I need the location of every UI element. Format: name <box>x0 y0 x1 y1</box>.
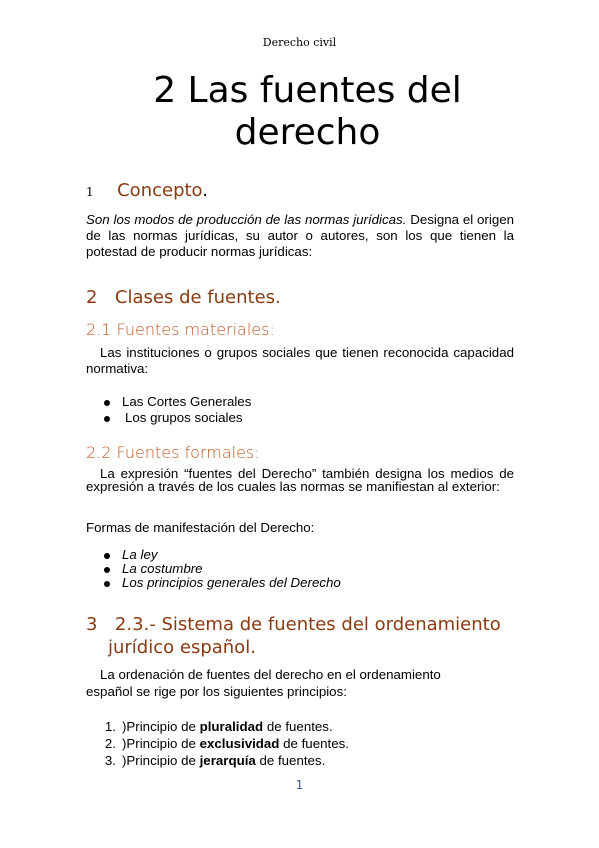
section-heading-concepto <box>86 180 208 201</box>
bullet-icon <box>104 581 110 587</box>
concepto-text: Designa el origen de las normas jurídicas, su autor o autores, son los que tienen la potestad de producir normas jurídicas: <box>86 212 514 259</box>
section-title: Concepto <box>117 180 203 201</box>
section-title-dot: . <box>275 287 281 308</box>
list-item: 2. )Principio de exclusividad de fuentes. <box>104 736 349 751</box>
section-number: 1 <box>86 185 94 199</box>
section-title: Clases de fuentes <box>114 287 276 308</box>
section-title: 2.3.- Sistema de fuentes del ordenamiento <box>114 614 501 635</box>
page-number: 1 <box>295 778 304 792</box>
running-header: Derecho civil <box>262 36 337 49</box>
bullet-icon <box>104 416 110 422</box>
section-number: 2 <box>86 287 98 308</box>
section-number: 3 <box>86 614 98 635</box>
bullet-icon <box>104 400 110 406</box>
list-item: La ley <box>104 547 157 563</box>
concepto-italic: Son los modos de producción de las normas jurídicas. <box>86 212 407 227</box>
list-item: Los principios generales del Derecho <box>104 575 341 591</box>
list-item: 3. )Principio de jerarquía de fuentes. <box>104 753 326 768</box>
list-item: Los grupos sociales <box>104 410 243 426</box>
sistema-paragraph-line1: La ordenación de fuentes del derecho en el ordenamiento <box>100 667 441 682</box>
section-heading-sistema-line2: jurídico español. <box>108 637 256 658</box>
bullet-icon <box>104 553 110 559</box>
list-item: 1. )Principio de pluralidad de fuentes. <box>104 719 333 734</box>
subsection-heading-formales: 2.2 Fuentes formales: <box>86 443 260 462</box>
materiales-paragraph: Las instituciones o grupos sociales que tienen reconocida capacidad normativa: <box>86 345 514 376</box>
section-title-dot: . <box>202 180 208 201</box>
section-heading-sistema <box>86 614 501 635</box>
page-title: 2 Las fuentes del derecho <box>153 70 462 153</box>
bullet-icon <box>104 567 110 573</box>
concepto-paragraph <box>86 212 514 260</box>
section-heading-clases <box>86 287 281 308</box>
formales-paragraph: La expresión “fuentes del Derecho” también designa los medios de expresión a través de los cuales las normas se manifiestan al exterior: <box>86 466 514 494</box>
list-item: Las Cortes Generales <box>104 394 251 410</box>
formas-paragraph: Formas de manifestación del Derecho: <box>86 520 315 535</box>
subsection-heading-materiales: 2.1 Fuentes materiales: <box>86 320 275 339</box>
list-item: La costumbre <box>104 561 203 577</box>
sistema-paragraph-line2: español se rige por los siguientes principios: <box>86 684 347 699</box>
